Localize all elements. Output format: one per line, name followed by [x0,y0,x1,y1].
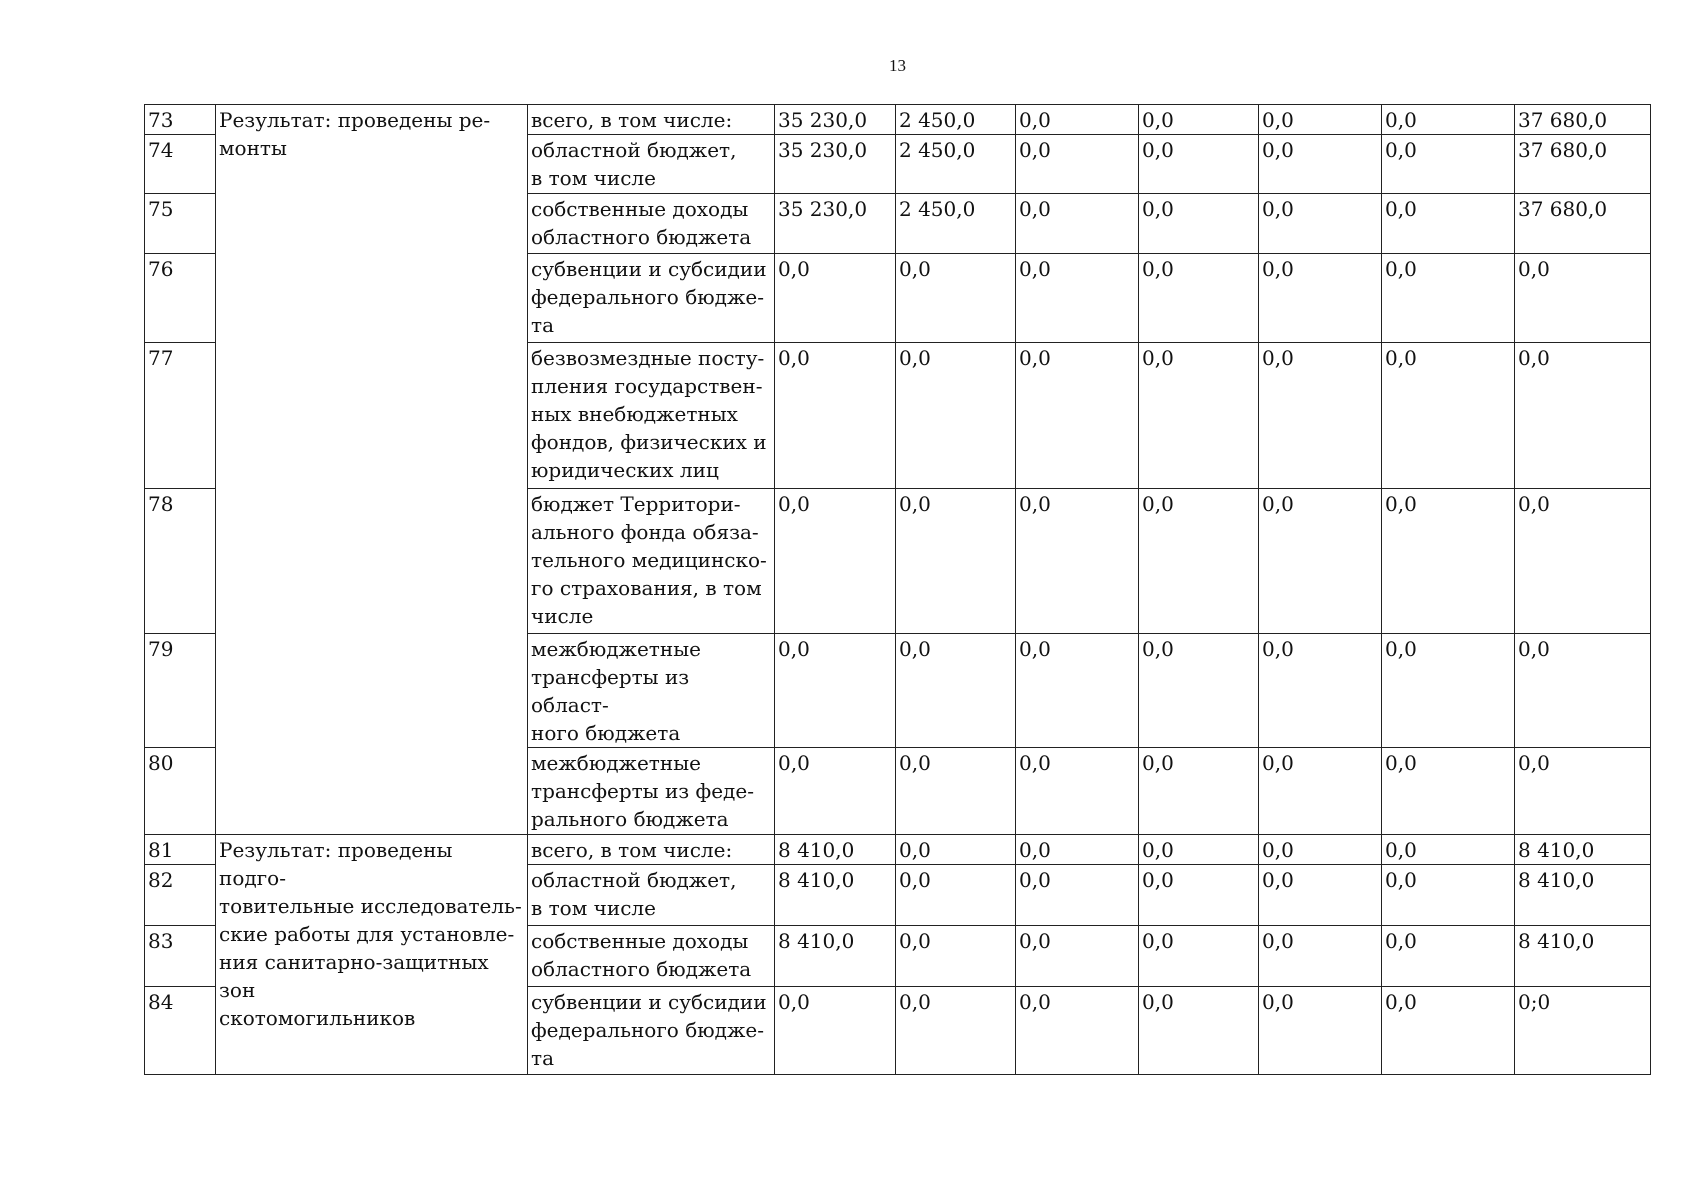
value-cell: 35 230,0 [775,135,896,194]
value-cell: 8 410,0 [775,865,896,926]
value-cell: 0,0 [1259,135,1382,194]
value-cell: 0,0 [1016,634,1139,748]
value-cell: 0,0 [1016,489,1139,634]
total-value-cell: 0,0 [1515,343,1651,489]
row-number: 73 [145,105,216,135]
value-cell: 0,0 [775,343,896,489]
total-value-cell: 8 410,0 [1515,926,1651,987]
value-cell: 0,0 [1382,489,1515,634]
value-cell: 0,0 [1382,748,1515,835]
funding-source-cell [528,634,775,748]
total-value-cell: 37 680,0 [1515,135,1651,194]
value-cell: 0,0 [1259,865,1382,926]
row-number: 77 [145,343,216,489]
row-number: 83 [145,926,216,987]
funding-source-text: областной бюджет, в том числе [531,138,737,190]
funding-source-text: собственные доходы областного бюджета [531,929,752,981]
value-cell: 0,0 [896,835,1016,865]
row-number: 79 [145,634,216,748]
total-value-cell: 8 410,0 [1515,835,1651,865]
value-cell: 8 410,0 [775,835,896,865]
value-cell: 0,0 [1016,987,1139,1075]
value-cell: 0,0 [1016,254,1139,343]
total-value-cell: 8 410,0 [1515,865,1651,926]
funding-source-cell [528,865,775,926]
value-cell: 0,0 [1139,926,1259,987]
funding-source-cell [528,135,775,194]
result-text: Результат: проведены ре- монты [219,108,491,160]
funding-source-cell [528,194,775,254]
value-cell: 0,0 [896,926,1016,987]
value-cell: 0,0 [1016,835,1139,865]
value-cell: 0,0 [1016,865,1139,926]
value-cell: 0,0 [1382,634,1515,748]
total-value-cell: 0,0 [1515,254,1651,343]
row-number: 84 [145,987,216,1075]
funding-source-text: межбюджетные трансферты из област- ного бюджета [531,637,701,745]
funding-source-text: межбюджетные трансферты из феде- рального бюджета [531,751,754,831]
row-number: 80 [145,748,216,835]
value-cell: 0,0 [1382,194,1515,254]
value-cell: 0,0 [1382,987,1515,1075]
value-cell: 2 450,0 [896,105,1016,135]
value-cell: 0,0 [1139,194,1259,254]
row-number: 82 [145,865,216,926]
funding-source-cell [528,926,775,987]
page-number: 13 [889,56,906,75]
value-cell: 0,0 [1016,135,1139,194]
value-cell: 35 230,0 [775,105,896,135]
total-value-cell: 37 680,0 [1515,105,1651,135]
result-text: Результат: проведены подго- товительные исследователь- ские работы для установле- ния санитарно-защитных зон скотомогильников [219,838,522,1030]
value-cell: 0,0 [896,987,1016,1075]
funding-source-cell [528,748,775,835]
table-row [145,105,1651,135]
funding-source-text: субвенции и субсидии федерального бюдже- та [531,257,767,337]
value-cell: 0,0 [1259,987,1382,1075]
value-cell: 0,0 [775,987,896,1075]
value-cell: 0,0 [1259,926,1382,987]
budget-table [144,104,1651,1075]
value-cell: 0,0 [775,489,896,634]
value-cell: 0,0 [896,865,1016,926]
value-cell: 0,0 [1139,254,1259,343]
row-number: 75 [145,194,216,254]
value-cell: 0,0 [896,254,1016,343]
value-cell: 0,0 [1016,105,1139,135]
row-number: 78 [145,489,216,634]
value-cell: 0,0 [1382,254,1515,343]
row-number: 76 [145,254,216,343]
funding-source-cell [528,343,775,489]
value-cell: 0,0 [1382,135,1515,194]
value-cell: 0,0 [1259,489,1382,634]
value-cell: 0,0 [1382,343,1515,489]
value-cell: 35 230,0 [775,194,896,254]
value-cell: 2 450,0 [896,194,1016,254]
value-cell: 0,0 [1259,835,1382,865]
value-cell: 0,0 [1139,865,1259,926]
total-value-cell: 0,0 [1515,748,1651,835]
funding-source-text: всего, в том числе: [531,108,733,132]
funding-source-cell [528,987,775,1075]
result-cell [216,835,528,1075]
value-cell: 0,0 [1259,254,1382,343]
total-value-cell: 0,0 [1515,489,1651,634]
value-cell: 0,0 [896,634,1016,748]
row-number: 74 [145,135,216,194]
value-cell: 0,0 [1259,105,1382,135]
total-value-cell: 0,0 [1515,634,1651,748]
value-cell: 0,0 [1259,343,1382,489]
value-cell: 0,0 [775,254,896,343]
value-cell: 0,0 [1259,634,1382,748]
value-cell: 0,0 [1139,634,1259,748]
total-value-cell: 0;0 [1515,987,1651,1075]
funding-source-text: собственные доходы областного бюджета [531,197,752,249]
funding-source-text: всего, в том числе: [531,838,733,862]
value-cell: 0,0 [1139,489,1259,634]
value-cell: 0,0 [1382,835,1515,865]
value-cell: 0,0 [1139,748,1259,835]
value-cell: 0,0 [1139,105,1259,135]
value-cell: 0,0 [1139,987,1259,1075]
value-cell: 0,0 [1259,194,1382,254]
value-cell: 0,0 [896,489,1016,634]
funding-source-text: бюджет Территори- ального фонда обяза- тельного медицинско- го страхования, в том числе [531,492,767,628]
value-cell: 0,0 [775,748,896,835]
funding-source-cell [528,254,775,343]
funding-source-text: областной бюджет, в том числе [531,868,737,920]
value-cell: 0,0 [1016,194,1139,254]
funding-source-cell [528,835,775,865]
value-cell: 0,0 [1382,926,1515,987]
value-cell: 0,0 [775,634,896,748]
funding-source-cell [528,105,775,135]
value-cell: 0,0 [1139,343,1259,489]
row-number: 81 [145,835,216,865]
value-cell: 0,0 [1139,835,1259,865]
value-cell: 8 410,0 [775,926,896,987]
value-cell: 0,0 [1016,343,1139,489]
result-cell [216,105,528,835]
total-value-cell: 37 680,0 [1515,194,1651,254]
value-cell: 0,0 [896,343,1016,489]
funding-source-text: безвозмездные посту- пления государствен- ных внебюджетных фондов, физических и юридических лиц [531,346,767,482]
value-cell: 0,0 [1259,748,1382,835]
value-cell: 0,0 [1016,748,1139,835]
value-cell: 0,0 [896,748,1016,835]
value-cell: 0,0 [1139,135,1259,194]
value-cell: 2 450,0 [896,135,1016,194]
value-cell: 0,0 [1382,865,1515,926]
value-cell: 0,0 [1016,926,1139,987]
funding-source-text: субвенции и субсидии федерального бюдже- та [531,990,767,1070]
value-cell: 0,0 [1382,105,1515,135]
table-row [145,835,1651,865]
funding-source-cell [528,489,775,634]
